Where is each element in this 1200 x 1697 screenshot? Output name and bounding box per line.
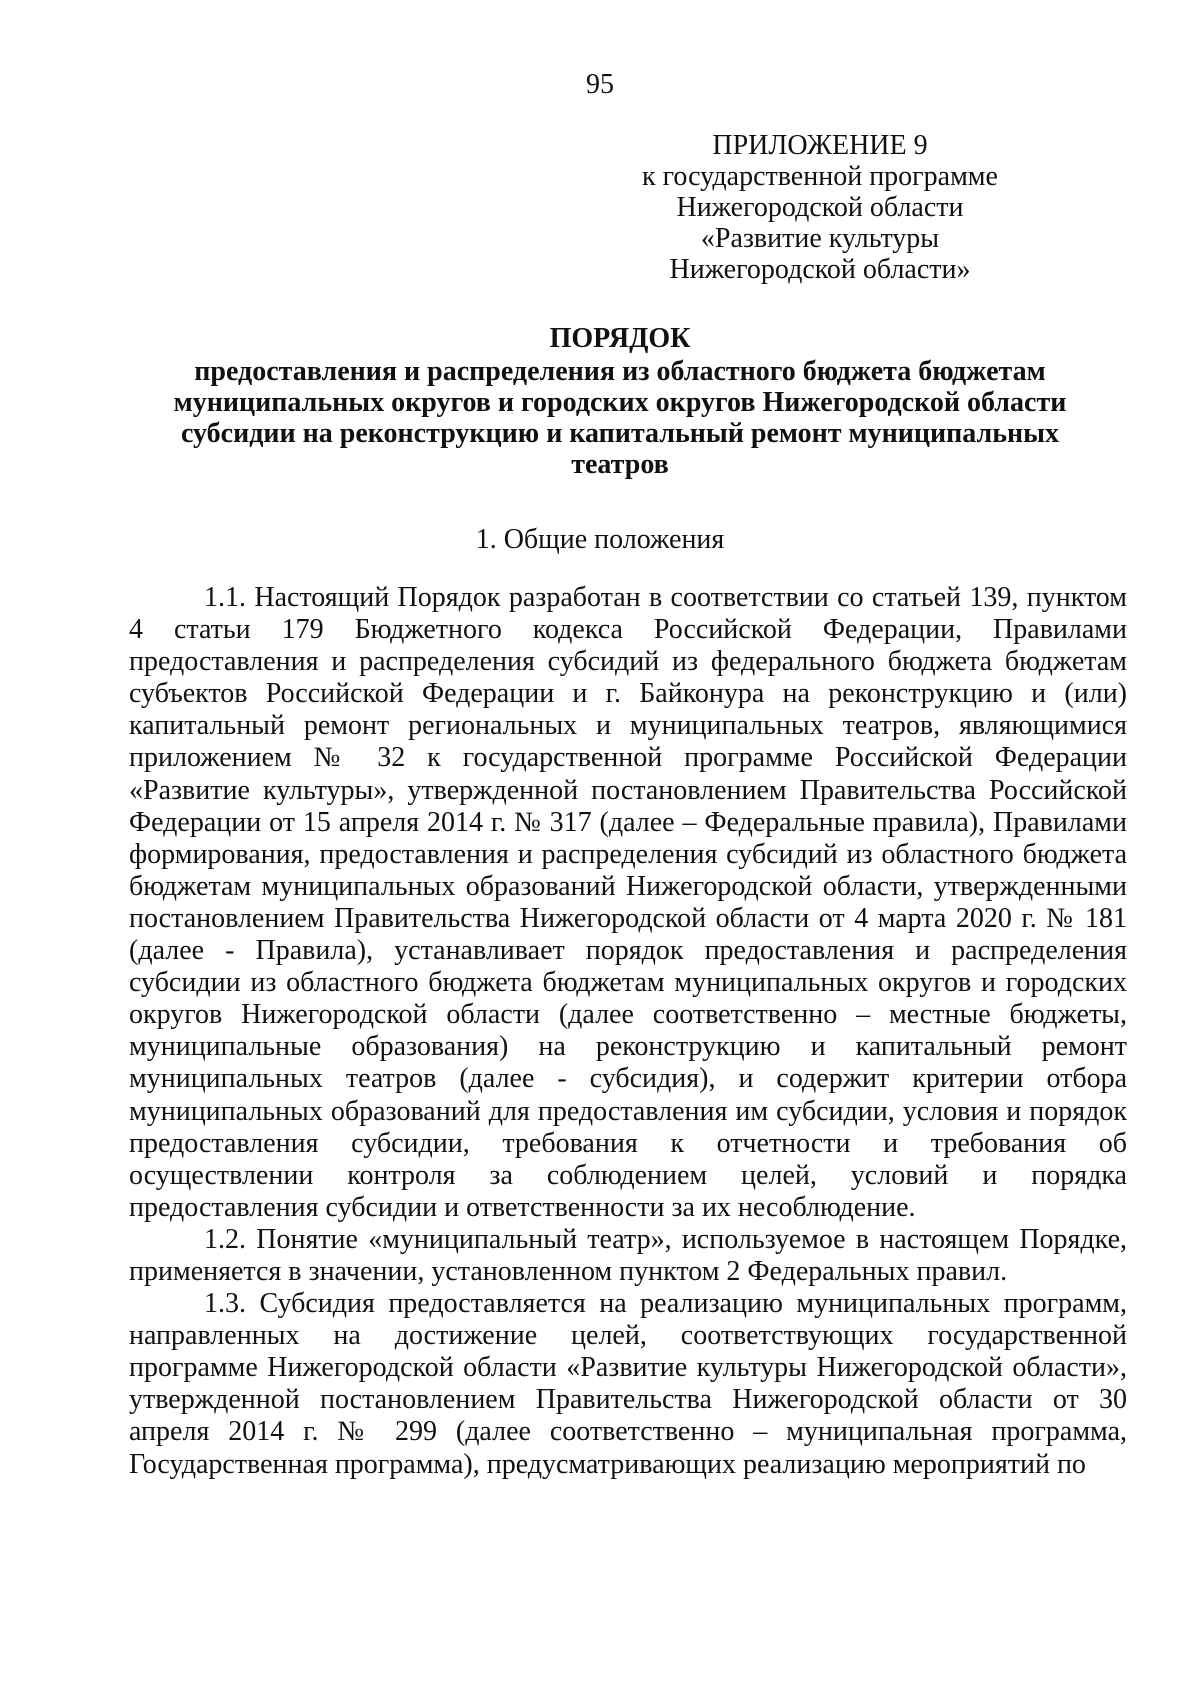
paragraph-1-1: 1.1. Настоящий Порядок разработан в соответствии со статьей 139, пунктом 4 статьи 179 Бюджетного кодекса Российской Федерации, Правилами предоставления и распределения субсидий из федерального бюджета бюджетам субъектов Российской Федерации и г. Байконура на реконструкцию и (или) капитальный ремонт региональных и муниципальных театров, являющимися приложением № 32 к государственной программе Российской Федерации «Развитие культуры», утвержденной постановлением Правительства Российской Федерации от 15 апреля 2014 г. № 317 (далее – Федеральные правила), Правилами формирования, предоставления и распределения субсидий из областного бюджета бюджетам муниципальных образований Нижегородской области, утвержденными постановлением Правительства Нижегородской области от 4 марта 2020 г. № 181 (далее - Правила), устанавливает порядок предоставления и распределения субсидии из областного бюджета бюджетам муниципальных округов и городских округов Нижегородской области (далее соответственно – местные бюджеты, муниципальные образования) на реконструкцию и капитальный ремонт муниципальных театров (далее - субсидия), и содержит критерии отбора муниципальных образований для предоставления им субсидии, условия и порядок предоставления субсидии, требования к отчетности и требования об осуществлении контроля за соблюдением целей, условий и порядка предоставления субсидии и ответственности за их несоблюдение. xyxy=(129,582,1127,1223)
document-title-block xyxy=(140,323,1100,480)
paragraph-1-2: 1.2. Понятие «муниципальный театр», используемое в настоящем Порядке, применяется в значении, установленном пунктом 2 Федеральных правил. xyxy=(129,1223,1127,1287)
body-text xyxy=(129,582,1127,1481)
appendix-line: к государственной программе xyxy=(642,161,998,192)
appendix-line: Нижегородской области» xyxy=(669,254,971,285)
section-heading: 1. Общие положения xyxy=(475,524,725,555)
document-title: ПОРЯДОК xyxy=(549,323,691,354)
paragraph-1-3: 1.3. Субсидия предоставляется на реализацию муниципальных программ, направленных на достижение целей, соответствующих государственной программе Нижегородской области «Развитие культуры Нижегородской области», утвержденной постановлением Правительства Нижегородской области от 30 апреля 2014 г. № 299 (далее соответственно – муниципальная программа, Государственная программа), предусматривающих реализацию мероприятий по xyxy=(129,1288,1127,1480)
document-subtitle: предоставления и распределения из областного бюджета бюджетам муниципальных округов и городских округов Нижегородской области субсидии на реконструкцию и капитальный ремонт муниципальных театров xyxy=(173,356,1067,480)
page-number: 95 xyxy=(586,69,614,100)
appendix-line: Нижегородской области xyxy=(676,192,964,223)
appendix-title: ПРИЛОЖЕНИЕ 9 xyxy=(712,130,928,161)
appendix-line: «Развитие культуры xyxy=(700,223,940,254)
appendix-block xyxy=(620,130,1020,285)
